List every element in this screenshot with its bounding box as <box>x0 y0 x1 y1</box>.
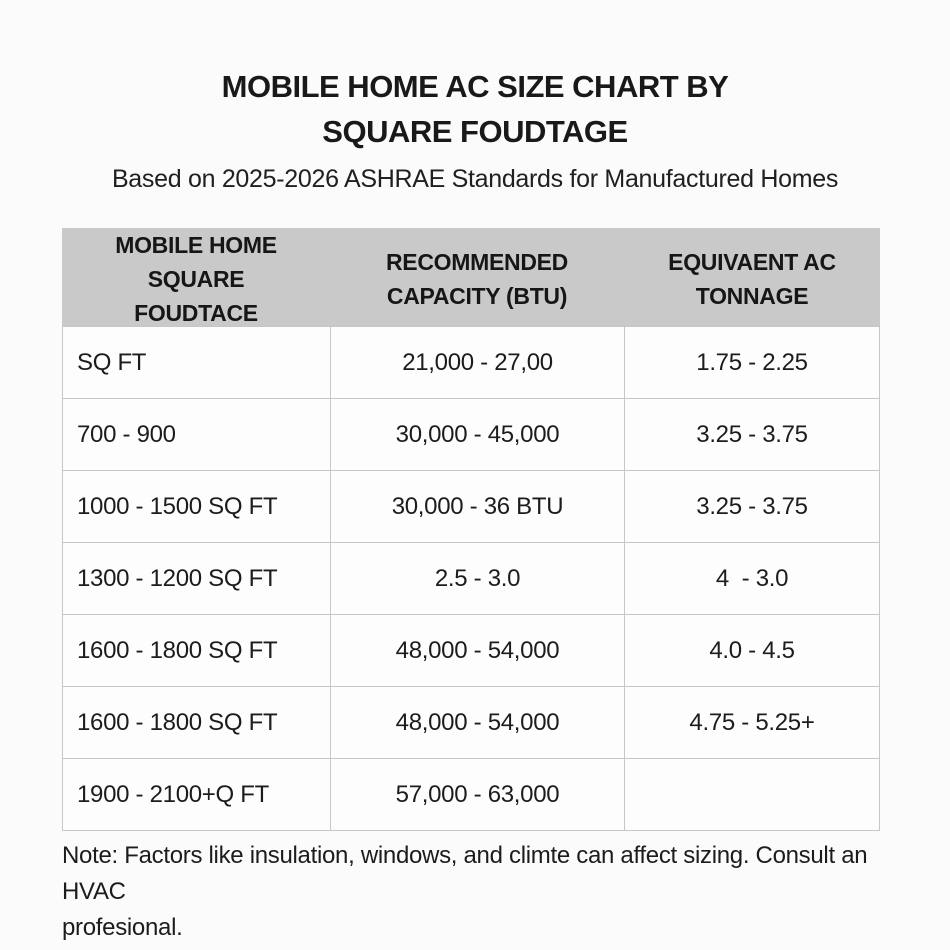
table-cell-square-footage: 1300 - 1200 SQ FT <box>63 543 331 614</box>
table-cell-capacity: 21,000 - 27,00 <box>331 327 625 398</box>
table-cell-tonnage: 4.0 - 4.5 <box>709 636 795 664</box>
table-cell-tonnage: 3.25 - 3.75 <box>696 492 808 520</box>
table-cell-square-footage: 1000 - 1500 SQ FT <box>63 471 331 542</box>
table-row <box>63 471 879 543</box>
table-cell-tonnage: 4.75 - 5.25+ <box>689 708 815 736</box>
table-cell-capacity: 30,000 - 45,000 <box>331 399 625 470</box>
table-cell-tonnage: 3.25 - 3.75 <box>696 420 808 448</box>
table-cell-capacity: 30,000 - 36 BTU <box>331 471 625 542</box>
table-row <box>63 327 879 399</box>
table-row <box>63 543 879 615</box>
footnote-line2: profesional. <box>62 914 183 941</box>
footnote <box>62 838 892 946</box>
table-cell-square-footage: 1600 - 1800 SQ FT <box>63 687 331 758</box>
table-row <box>63 687 879 759</box>
table-cell-capacity: 57,000 - 63,000 <box>331 759 625 830</box>
page-subtitle: Based on 2025-2026 ASHRAE Standards for Manufactured Homes <box>111 165 839 193</box>
table-row <box>63 759 879 830</box>
table-cell-tonnage: 4 - 3.0 <box>715 564 789 592</box>
table-cell-square-footage: 1600 - 1800 SQ FT <box>63 615 331 686</box>
header-cell-capacity-btu: RECOMMENDED CAPACITY (BTU) <box>386 249 568 309</box>
footnote-line1: Note: Factors like insulation, windows, and climte can affect sizing. Consult an HVAC <box>62 842 868 905</box>
table-cell-capacity: 2.5 - 3.0 <box>331 543 625 614</box>
page-title-line1: MOBILE HOME AC SIZE CHART BY <box>221 69 729 104</box>
page-title-line2: SQUARE FOUDTAGE <box>322 114 628 149</box>
page-title <box>0 64 950 154</box>
header-cell-square-footage: MOBILE HOME SQUARE FOUDTACE <box>115 232 277 326</box>
table-cell-square-footage: 1900 - 2100+Q FT <box>63 759 331 830</box>
table-cell-capacity: 48,000 - 54,000 <box>331 615 625 686</box>
table-row <box>63 615 879 687</box>
header-cell-ac-tonnage: EQUIVAENT AC TONNAGE <box>668 249 836 309</box>
table-cell-square-footage: SQ FT <box>63 327 331 398</box>
ac-size-table <box>62 228 880 831</box>
table-header-row <box>62 228 880 326</box>
table-cell-tonnage: 1.75 - 2.25 <box>696 348 808 376</box>
table-cell-capacity: 48,000 - 54,000 <box>331 687 625 758</box>
table-row <box>63 399 879 471</box>
table-cell-tonnage <box>625 759 879 830</box>
table-body <box>62 326 880 831</box>
table-cell-square-footage: 700 - 900 <box>63 399 331 470</box>
